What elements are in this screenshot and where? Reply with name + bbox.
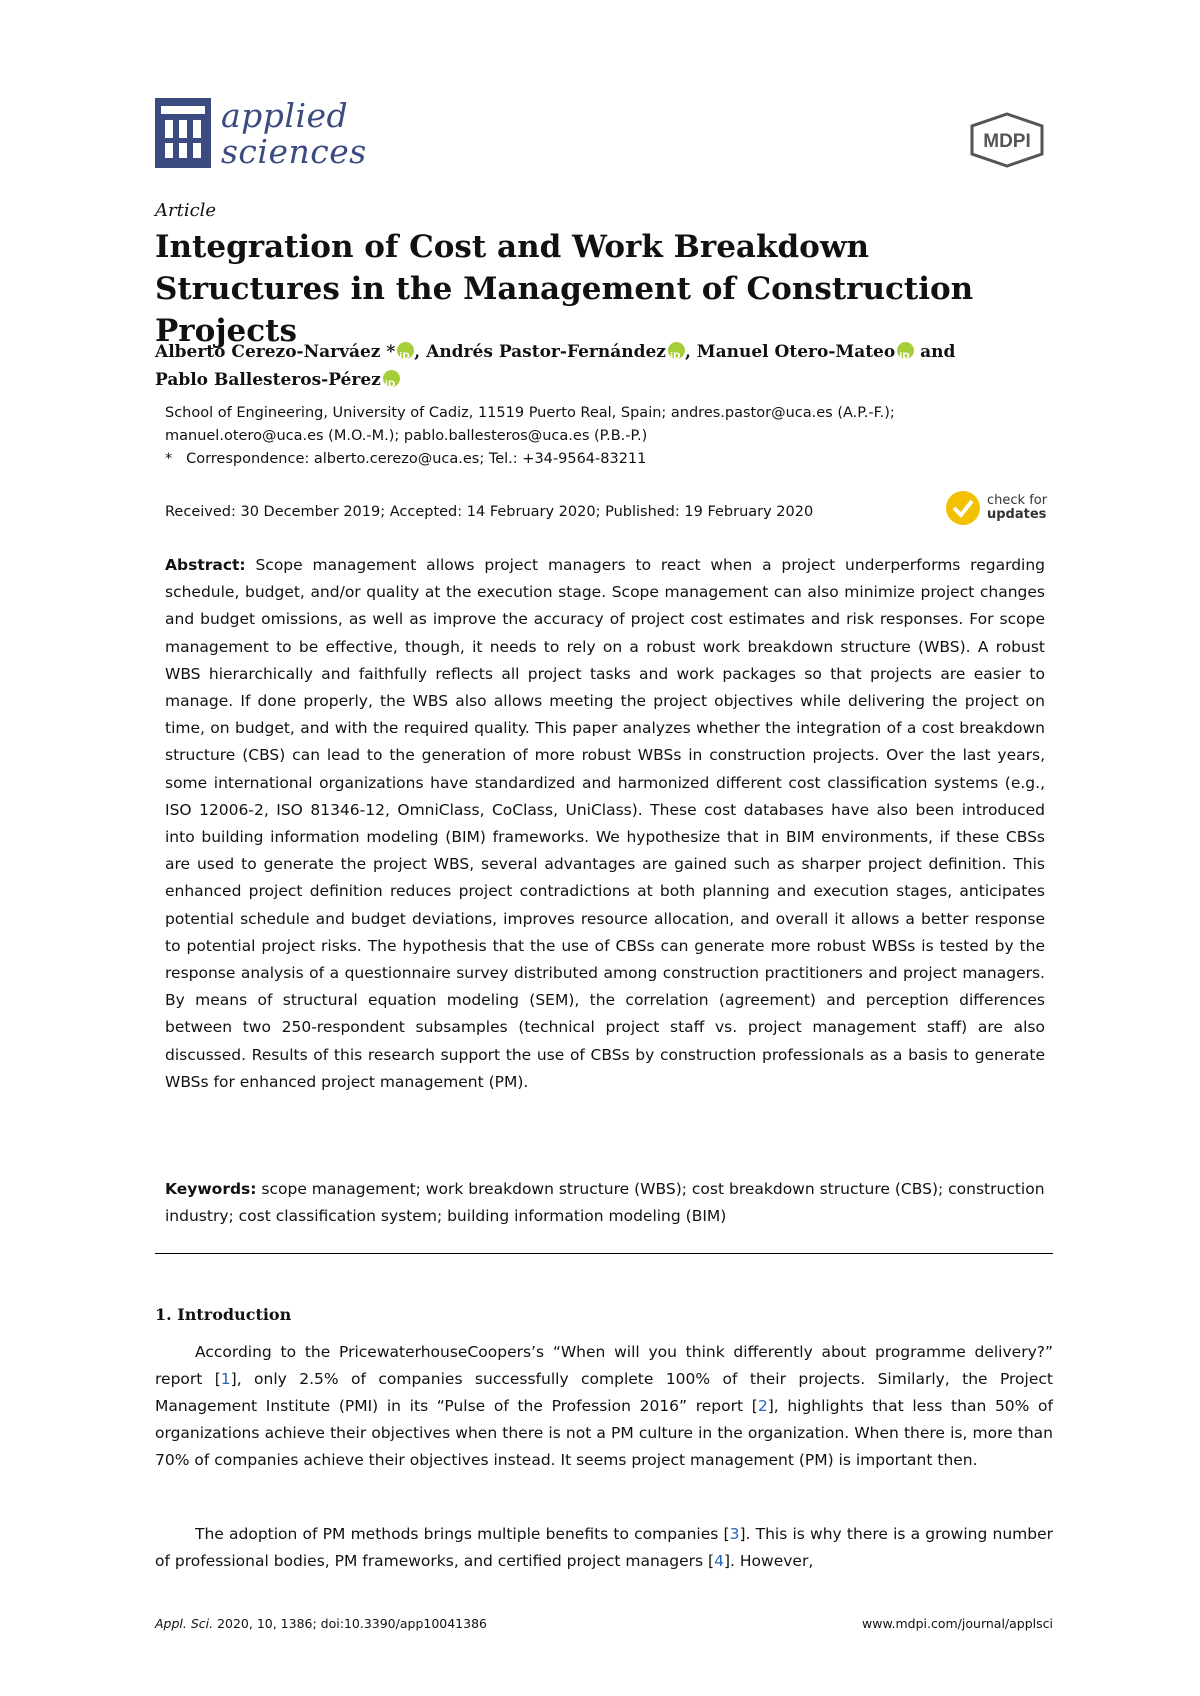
author-sep: ,	[414, 342, 427, 362]
orcid-icon[interactable]	[397, 342, 414, 359]
author-2[interactable]: Andrés Pastor-Fernández	[426, 342, 666, 362]
journal-logo	[155, 98, 367, 170]
footer-journal: Appl. Sci.	[155, 1616, 214, 1631]
footer-citation	[155, 1616, 487, 1631]
check-updates-line1: check for	[987, 493, 1048, 508]
keywords-label: Keywords:	[165, 1180, 257, 1198]
journal-name	[221, 98, 367, 170]
author-3[interactable]: Manuel Otero-Mateo	[696, 342, 896, 362]
check-updates-text	[987, 494, 1047, 522]
abstract	[165, 552, 1045, 1096]
body-paragraph: According to the PricewaterhouseCoopers’s “When will you think differently about programme delivery?” report [1], only 2.5% of companies successfully complete 100% of their projects. Similarly, the Project Management Institute (PMI) in its “Pulse of the Profession 2016” report [2], highlights that less than 50% of organizations achieve their objectives when there is not a PM culture in the organization. When there is, more than 70% of companies achieve their objectives instead. It seems project management (PM) is important then.	[155, 1343, 1054, 1469]
abstract-text: Scope management allows project managers to react when a project underperforms regarding schedule, budget, and/or quality at the execution stage. Scope management can also minimize project changes and budget omissions, as well as improve the accuracy of project cost estimates and risk responses. For scope management to be effective, though, it needs to rely on a robust work breakdown structure (WBS). A robust WBS hierarchically and faithfully reflects all project tasks and work packages so that projects are easier to manage. If done properly, the WBS also allows meeting the project objectives while delivering the project on time, on budget, and with the required quality. This paper analyzes whether the integration of a cost breakdown structure (CBS) can lead to the generation of more robust WBSs in construction projects. Over the last years, some international organizations have standardized and harmonized different cost classification systems (e.g., ISO 12006-2, ISO 81346-12, OmniClass, CoClass, UniClass). These cost databases have also been introduced into building information modeling (BIM) frameworks. We hypothesize that in BIM environments, if these CBSs are used to generate the project WBS, several advantages are gained such as sharper project definition. This enhanced project definition reduces project contradictions at both planning and execution stages, anticipates potential schedule and budget deviations, improves resource allocation, and overall it allows a better response to potential project risks. The hypothesis that the use of CBSs can generate more robust WBSs is tested by the response analysis of a questionnaire survey distributed among construction practitioners and project managers. By means of structural equation modeling (SEM), the correlation (agreement) and perception differences between two 250-respondent subsamples (technical project staff vs. project management staff) are also discussed. Results of this research support the use of CBSs by construction professionals as a basis to generate WBSs for enhanced project management (PM).	[165, 556, 1045, 1091]
citation-link[interactable]: 4	[714, 1552, 724, 1570]
publication-dates: Received: 30 December 2019; Accepted: 14 February 2020; Published: 19 February 2020	[165, 504, 814, 520]
correspondence: * Correspondence: alberto.cerezo@uca.es; Tel.: +34-9564-83211	[165, 451, 647, 467]
author-list	[155, 338, 1035, 394]
orcid-icon[interactable]	[897, 342, 914, 359]
abstract-label: Abstract:	[165, 556, 246, 574]
paper-title: Integration of Cost and Work Breakdown Structures in the Management of Construction Projects	[155, 229, 974, 349]
section-divider	[155, 1253, 1053, 1254]
article-type: Article	[155, 200, 217, 221]
citation-link[interactable]: 2	[757, 1397, 768, 1415]
orcid-icon[interactable]	[668, 342, 685, 359]
check-updates-icon	[945, 490, 981, 526]
journal-logo-icon	[155, 98, 211, 168]
affiliation-line2: manuel.otero@uca.es (M.O.-M.); pablo.ballesteros@uca.es (P.B.-P.)	[165, 428, 648, 444]
keywords-text: scope management; work breakdown structure (WBS); cost breakdown structure (CBS); construction industry; cost classification system; building information modeling (BIM)	[165, 1180, 1045, 1225]
mdpi-logo-icon	[968, 112, 1046, 168]
section-heading: 1. Introduction	[155, 1305, 292, 1324]
keywords	[165, 1176, 1045, 1230]
journal-name-line1: applied	[221, 96, 349, 135]
author-sep: ,	[684, 342, 697, 362]
orcid-icon[interactable]	[383, 370, 400, 387]
journal-name-line2: sciences	[221, 132, 367, 171]
footer-doi[interactable]: 2020, 10, 1386; doi:10.3390/app10041386	[213, 1616, 487, 1631]
mdpi-logo-text: MDPI	[983, 131, 1031, 152]
affiliation-line1: School of Engineering, University of Cadiz, 11519 Puerto Real, Spain; andres.pastor@uca.es (A.P.-F.);	[165, 405, 895, 421]
check-updates-line2: updates	[987, 507, 1047, 522]
footer-url[interactable]: www.mdpi.com/journal/applsci	[862, 1616, 1053, 1631]
body-paragraph: The adoption of PM methods brings multiple benefits to companies [3]. This is why there is a growing number of professional bodies, PM frameworks, and certified project managers [4]. However,	[155, 1525, 1053, 1570]
citation-link[interactable]: 3	[729, 1525, 740, 1543]
author-1[interactable]: Alberto Cerezo-Narváez *	[155, 342, 396, 362]
author-sep: and	[914, 342, 956, 362]
affiliation	[165, 402, 1045, 471]
check-for-updates-badge[interactable]	[945, 490, 1047, 526]
citation-link[interactable]: 1	[220, 1370, 231, 1388]
author-4[interactable]: Pablo Ballesteros-Pérez	[155, 370, 381, 390]
